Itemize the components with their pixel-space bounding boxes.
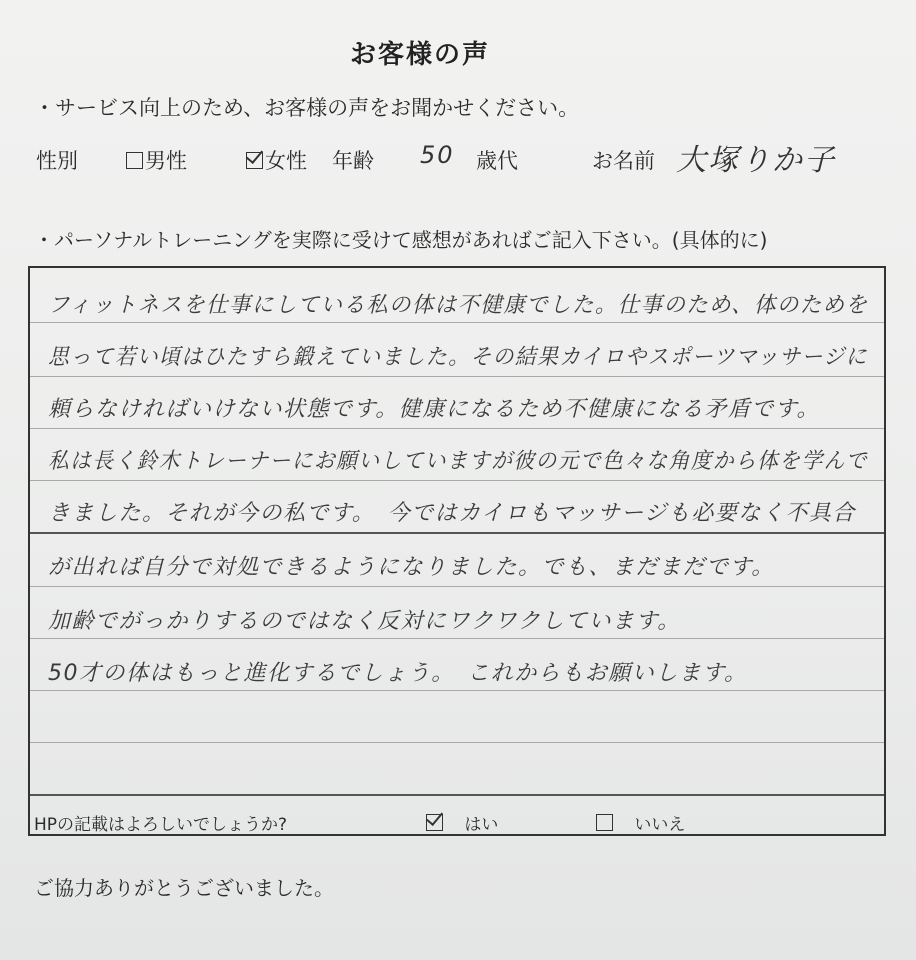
intro-text: ・サービス向上のため、お客様の声をお聞かせください。 bbox=[34, 96, 580, 120]
hp-question: HPの記載はよろしいでしょうか? bbox=[34, 815, 288, 835]
question-text: ・パーソナルトレーニングを実際に受けて感想があればご記入下さい。(具体的に) bbox=[34, 228, 768, 252]
yes-checkbox[interactable] bbox=[426, 814, 443, 831]
no-label: いいえ bbox=[634, 815, 686, 835]
comment-line-5: きました。それが今の私です。 今ではカイロもマッサージも必要なく不具合 bbox=[48, 501, 856, 526]
age-value: 50 bbox=[420, 141, 455, 169]
gender-label: 性別 bbox=[36, 149, 78, 173]
male-option[interactable] bbox=[126, 145, 187, 175]
name-value: 大塚りか子 bbox=[676, 143, 836, 178]
comment-line-8: 50才の体はもっと進化するでしょう。 これからもお願いします。 bbox=[48, 661, 748, 686]
yes-option[interactable] bbox=[426, 810, 498, 835]
no-checkbox[interactable] bbox=[596, 814, 613, 831]
male-label: 男性 bbox=[145, 149, 187, 173]
comment-box bbox=[28, 266, 886, 836]
comment-line-1: フィットネスを仕事にしている私の体は不健康でした。仕事のため、体のためを bbox=[48, 293, 869, 318]
male-checkbox[interactable] bbox=[126, 152, 143, 169]
no-option[interactable] bbox=[596, 810, 685, 835]
yes-label: はい bbox=[464, 815, 499, 835]
comment-line-6: が出れば自分で対処できるようになりました。でも、まだまだです。 bbox=[48, 555, 775, 580]
thanks-text: ご協力ありがとうございました。 bbox=[34, 876, 334, 900]
age-suffix: 歳代 bbox=[476, 149, 518, 173]
comment-line-4: 私は長く鈴木トレーナーにお願いしていますが彼の元で色々な角度から体を学んで bbox=[48, 449, 868, 474]
comment-line-3: 頼らなければいけない状態です。健康になるため不健康になる矛盾です。 bbox=[48, 397, 820, 422]
hp-consent-row bbox=[30, 796, 884, 836]
age-label: 年齢 bbox=[332, 149, 374, 173]
female-checkbox[interactable] bbox=[246, 152, 263, 169]
name-label: お名前 bbox=[592, 149, 655, 173]
female-label: 女性 bbox=[265, 149, 307, 173]
form-title: お客様の声 bbox=[349, 40, 490, 70]
comment-line-2: 思って若い頃はひたすら鍛えていました。その結果カイロやスポーツマッサージに bbox=[48, 345, 868, 370]
female-option[interactable] bbox=[246, 145, 307, 175]
comment-line-7: 加齢でがっかりするのではなく反対にワクワクしています。 bbox=[48, 609, 681, 634]
